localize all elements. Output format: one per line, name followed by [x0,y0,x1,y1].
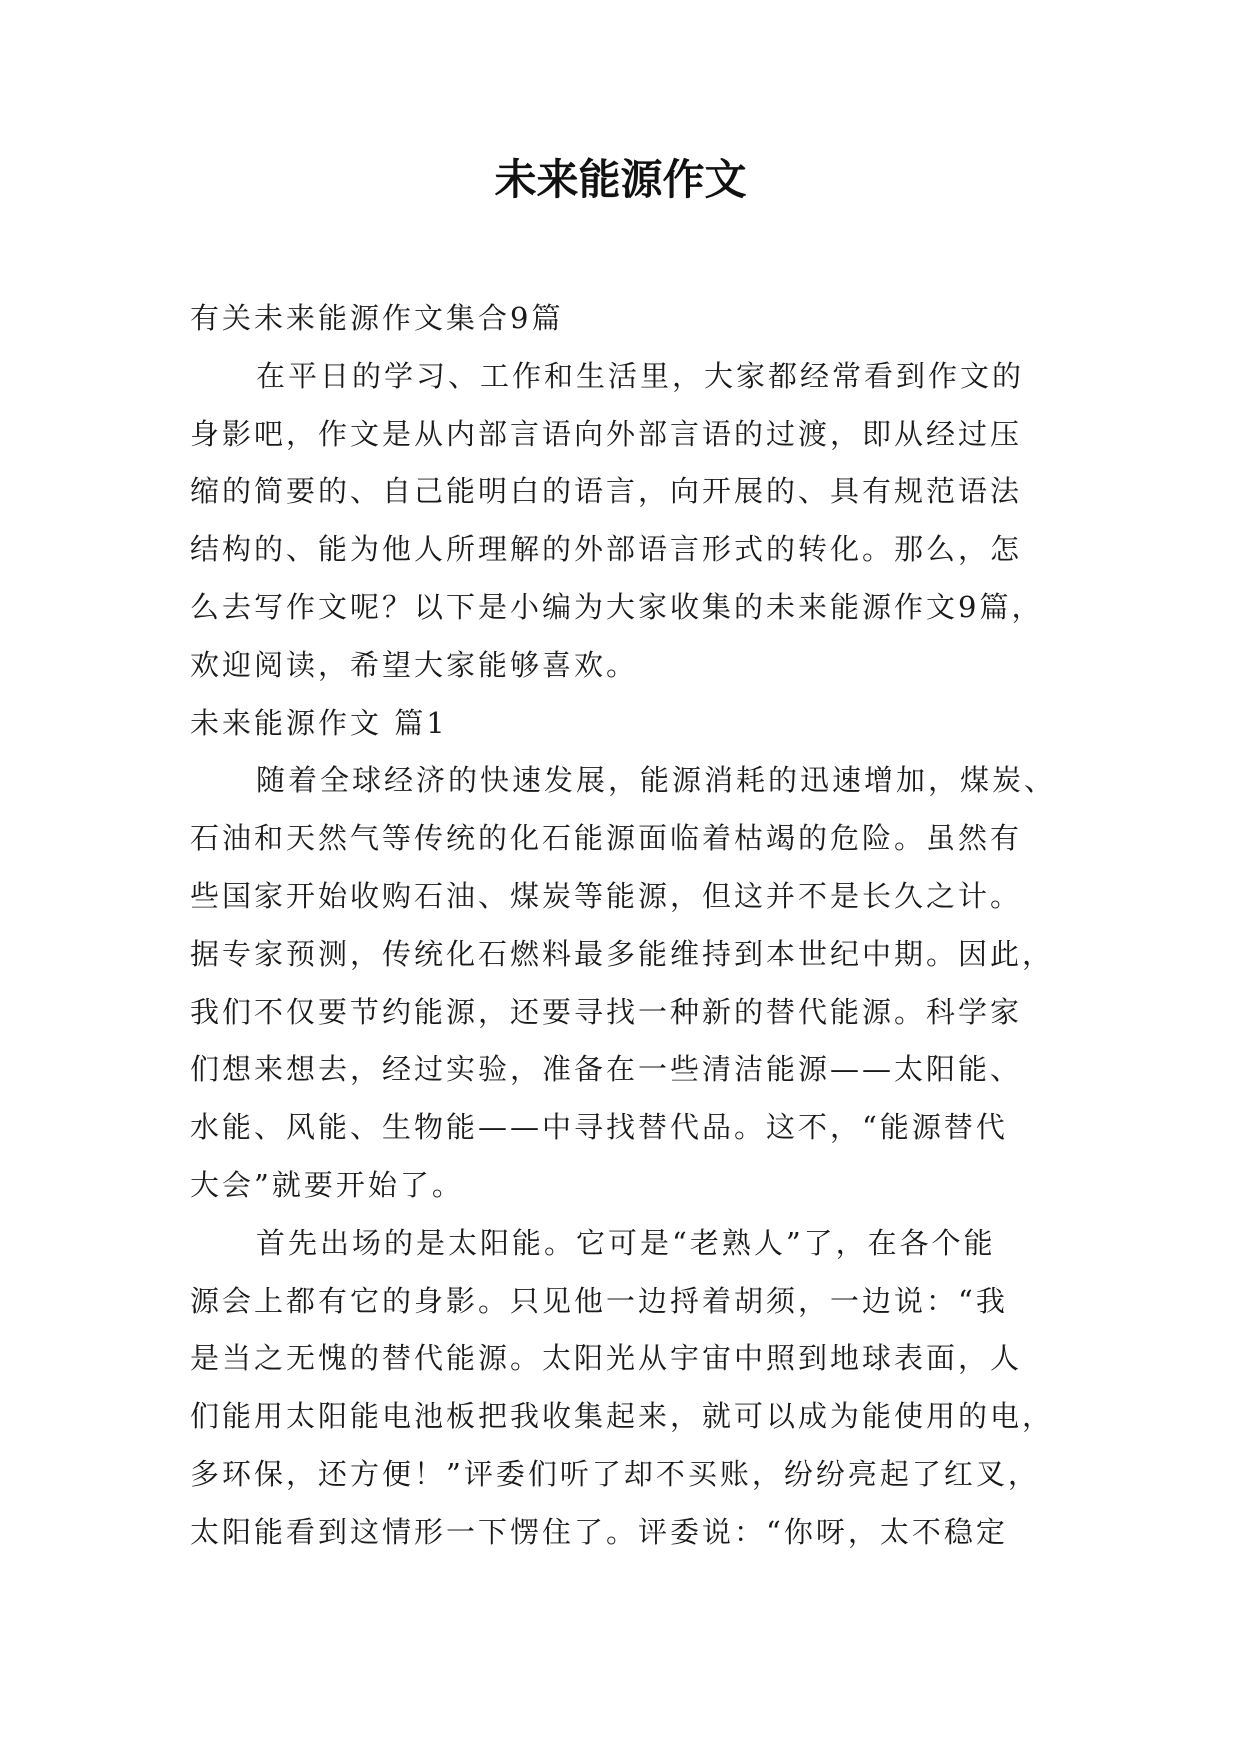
text-line: 首先出场的是太阳能。它可是“老熟人”了，在各个能 [256,1225,996,1260]
text-line: 么去写作文呢？以下是小编为大家收集的未来能源作文9篇， [190,589,1044,624]
text-line: 些国家开始收购石油、煤炭等能源，但这并不是长久之计。 [190,878,1023,913]
document-title: 未来能源作文 [494,155,747,204]
document-body [190,290,1058,1562]
text-line: 欢迎阅读，希望大家能够喜欢。 [190,647,639,682]
text-line: 缩的简要的、自己能明白的语言，向开展的、具有规范语法 [190,474,1023,509]
text-line: 们能用太阳能电池板把我收集起来，就可以成为能使用的电， [190,1399,1055,1434]
text-line: 有关未来能源作文集合9篇 [190,301,564,335]
text-line: 随着全球经济的快速发展，能源消耗的迅速增加，煤炭、 [256,763,1057,798]
text-line: 结构的、能为他人所理解的外部语言形式的转化。那么，怎 [190,532,1023,567]
text-line: 在平日的学习、工作和生活里，大家都经常看到作文的 [256,358,1025,393]
text-line: 太阳能看到这情形一下愣住了。评委说：“你呀，太不稳定 [190,1514,1008,1549]
text-line: 我们不仅要节约能源，还要寻找一种新的替代能源。科学家 [190,994,1023,1029]
text-line: 源会上都有它的身影。只见他一边捋着胡须，一边说：“我 [190,1283,1008,1318]
text-line: 多环保，还方便！”评委们听了却不买账，纷纷亮起了红叉， [190,1456,1040,1491]
text-line: 未来能源作文 篇1 [190,705,448,740]
text-line: 石油和天然气等传统的化石能源面临着枯竭的危险。虽然有 [190,821,1023,856]
text-line: 们想来想去，经过实验，准备在一些清洁能源——太阳能、 [190,1052,1023,1087]
text-line: 大会”就要开始了。 [190,1167,464,1202]
text-line: 水能、风能、生物能——中寻找替代品。这不，“能源替代 [190,1110,1008,1145]
text-line: 据专家预测，传统化石燃料最多能维持到本世纪中期。因此， [190,936,1055,971]
text-line: 身影吧，作文是从内部言语向外部言语的过渡，即从经过压 [190,416,1023,451]
text-line: 是当之无愧的替代能源。太阳光从宇宙中照到地球表面，人 [190,1341,1023,1376]
